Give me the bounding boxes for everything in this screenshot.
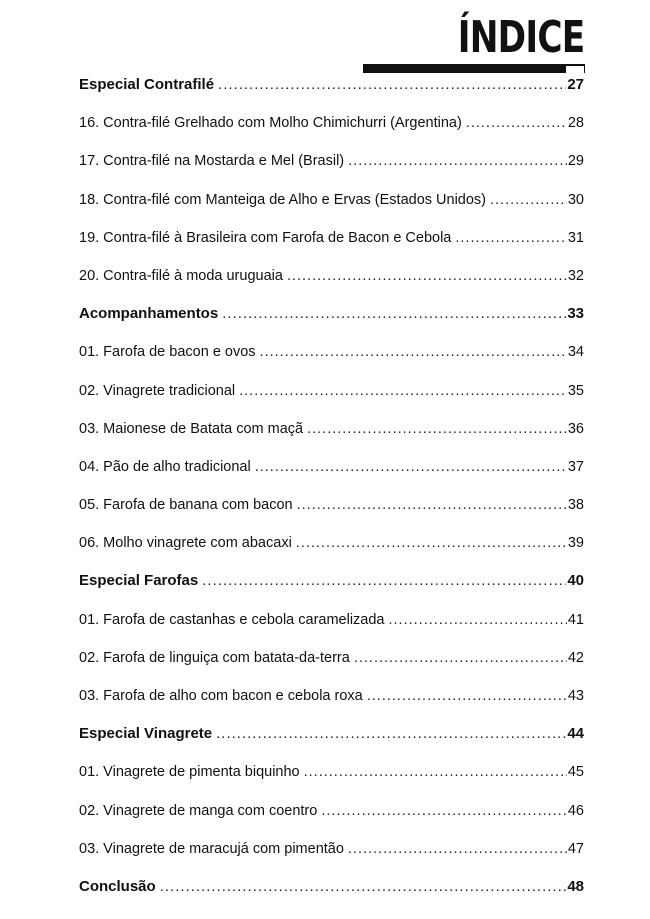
dot-leader [260,333,567,371]
toc-entry-page-number: 38 [567,486,584,524]
toc-entry-label: 18. Contra-filé com Manteiga de Alho e Ervas (Estados Unidos) [79,181,490,219]
toc-section-heading[interactable] [79,868,584,906]
toc-entry[interactable] [79,792,584,830]
toc-entry-label: 01. Farofa de bacon e ovos [79,333,260,371]
toc-entry-page-number: 47 [567,830,584,868]
toc-section-heading[interactable] [79,66,584,104]
dot-leader [287,257,567,295]
toc-entry-label: 03. Vinagrete de maracujá com pimentão [79,830,348,868]
toc-entry-label: Conclusão [79,868,160,906]
toc-entry[interactable] [79,524,584,562]
toc-entry-label: 02. Vinagrete de manga com coentro [79,792,321,830]
toc-entry-label: 06. Molho vinagrete com abacaxi [79,524,296,562]
dot-leader [202,562,566,600]
toc-section-heading[interactable] [79,562,584,600]
toc-entry[interactable] [79,677,584,715]
toc-entry-label: 17. Contra-filé na Mostarda e Mel (Brasil) [79,142,348,180]
toc-entry[interactable] [79,142,584,180]
toc-entry[interactable] [79,257,584,295]
toc-entry-page-number: 28 [567,104,584,142]
toc-entry-label: Especial Vinagrete [79,715,216,753]
toc-entry[interactable] [79,486,584,524]
toc-entry-page-number: 39 [567,524,584,562]
toc-entry-page-number: 36 [567,410,584,448]
toc-entry-page-number: 40 [566,562,584,600]
toc-entry-label: Especial Farofas [79,562,202,600]
toc-entry-label: 03. Farofa de alho com bacon e cebola roxa [79,677,367,715]
dot-leader [307,410,567,448]
toc-entry-label: 02. Vinagrete tradicional [79,372,239,410]
dot-leader [321,792,567,830]
dot-leader [348,830,567,868]
toc-entry-page-number: 42 [567,639,584,677]
toc-entry-page-number: 32 [567,257,584,295]
toc-entry[interactable] [79,639,584,677]
toc-entry-page-number: 48 [566,868,584,906]
toc-entry[interactable] [79,333,584,371]
toc-entry-page-number: 37 [567,448,584,486]
dot-leader [297,486,567,524]
toc-entry-page-number: 45 [567,753,584,791]
toc-entry-page-number: 43 [567,677,584,715]
toc-section-heading[interactable] [79,715,584,753]
dot-leader [354,639,567,677]
dot-leader [222,295,566,333]
dot-leader [160,868,567,906]
toc-entry[interactable] [79,601,584,639]
toc-entry-label: 05. Farofa de banana com bacon [79,486,297,524]
dot-leader [218,66,566,104]
toc-entry-page-number: 31 [567,219,584,257]
toc-entry[interactable] [79,104,584,142]
toc-entry-label: 04. Pão de alho tradicional [79,448,255,486]
toc-entry-label: 16. Contra-filé Grelhado com Molho Chimichurri (Argentina) [79,104,466,142]
toc-entry-label: 20. Contra-filé à moda uruguaia [79,257,287,295]
dot-leader [239,372,567,410]
toc-entry[interactable] [79,372,584,410]
toc-entry-label: 01. Farofa de castanhas e cebola caramelizada [79,601,389,639]
dot-leader [296,524,567,562]
toc-entry-page-number: 34 [567,333,584,371]
toc-entry-page-number: 29 [567,142,584,180]
toc-entry-page-number: 44 [566,715,584,753]
dot-leader [389,601,567,639]
table-of-contents [79,66,584,906]
dot-leader [255,448,567,486]
dot-leader [455,219,567,257]
dot-leader [348,142,567,180]
toc-entry-label: 02. Farofa de linguiça com batata-da-terra [79,639,354,677]
toc-entry-page-number: 30 [567,181,584,219]
toc-entry-label: 01. Vinagrete de pimenta biquinho [79,753,304,791]
toc-entry-label: Acompanhamentos [79,295,222,333]
toc-entry-label: 03. Maionese de Batata com maçã [79,410,307,448]
toc-entry[interactable] [79,181,584,219]
toc-entry-label: Especial Contrafilé [79,66,218,104]
toc-entry-page-number: 33 [566,295,584,333]
dot-leader [367,677,567,715]
toc-entry[interactable] [79,753,584,791]
toc-entry-page-number: 41 [567,601,584,639]
toc-entry-page-number: 27 [566,66,584,104]
toc-entry-label: 19. Contra-filé à Brasileira com Farofa de Bacon e Cebola [79,219,455,257]
dot-leader [490,181,567,219]
toc-entry[interactable] [79,830,584,868]
toc-entry[interactable] [79,448,584,486]
toc-entry[interactable] [79,410,584,448]
toc-entry-page-number: 46 [567,792,584,830]
toc-entry-page-number: 35 [567,372,584,410]
dot-leader [216,715,566,753]
dot-leader [304,753,567,791]
toc-section-heading[interactable] [79,295,584,333]
page-title: ÍNDICE [457,12,584,63]
toc-entry[interactable] [79,219,584,257]
dot-leader [466,104,567,142]
